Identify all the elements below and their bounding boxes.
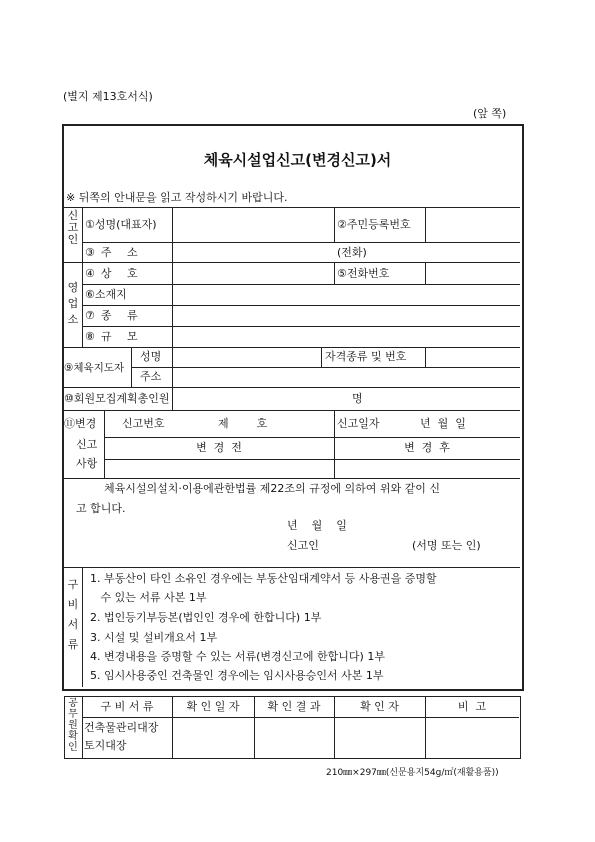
grid-line	[425, 262, 426, 284]
report-number-value: 제 호	[218, 417, 268, 430]
documents-label	[66, 575, 80, 655]
form-frame	[62, 124, 524, 691]
date-line: 년 월 일	[287, 519, 347, 532]
members-plan-label: ⑩회원모집계획총인원	[64, 392, 170, 405]
verification-header: 확 인 일 자	[186, 700, 240, 713]
report-date-label: 신고일자	[337, 417, 380, 430]
verification-header: 구 비 서 류	[100, 700, 154, 713]
change-label: ⑪변경	[64, 417, 97, 430]
declarant-label	[66, 210, 80, 246]
statement-line-2: 고 합니다.	[76, 502, 126, 515]
grid-line	[104, 459, 520, 460]
type-label: ⑦종 류	[85, 309, 144, 322]
document-item: 수 있는 서류 사본 1부	[90, 591, 207, 604]
page-side-label: (앞 쪽)	[473, 107, 507, 120]
grid-line	[131, 367, 520, 368]
grid-line	[82, 242, 520, 243]
grid-line	[104, 437, 520, 438]
verification-row-label: 토지대장	[84, 739, 127, 752]
grid-line	[172, 347, 173, 387]
grid-line	[334, 207, 335, 242]
grid-line	[425, 347, 426, 367]
grid-line	[334, 262, 335, 284]
grid-line	[82, 207, 83, 347]
phone-number-label: ⑤전화번호	[337, 267, 390, 280]
statement-line-1: 체육시설의설치·이용에관한법률 제22조의 규정에 의하여 위와 같이 신	[104, 482, 440, 495]
grid-line	[425, 207, 426, 242]
qualification-label: 자격종류 및 번호	[325, 350, 407, 363]
grid-line	[64, 262, 520, 263]
grid-line	[64, 347, 520, 348]
report-number-label: 신고번호	[122, 417, 165, 430]
instructor-name-label: 성명	[140, 350, 162, 363]
grid-line	[172, 387, 173, 410]
signer-label: 신고인	[287, 539, 319, 552]
grid-line	[82, 567, 83, 687]
grid-line	[321, 347, 322, 367]
before-change-label: 변 경 전	[196, 441, 242, 454]
grid-line	[82, 284, 520, 285]
document-item: 2. 법인등기부등본(법인인 경우에 한합니다) 1부	[90, 611, 322, 624]
business-label-text: 영업소	[67, 281, 79, 326]
grid-line	[64, 567, 520, 568]
verification-side-label	[66, 698, 80, 753]
grid-line	[64, 207, 520, 208]
grid-line	[131, 347, 132, 387]
change-label-2: 신고	[76, 438, 98, 451]
verification-header: 비 고	[457, 700, 487, 713]
report-date-value: 년 월 일	[420, 417, 466, 430]
trade-name-label: ④상 호	[85, 267, 144, 280]
verification-side-label-text: 공무원확인	[68, 698, 78, 753]
document-item: 3. 시설 및 설비개요서 1부	[90, 631, 218, 644]
declarant-label-text: 신고인	[67, 209, 79, 246]
attachment-number: (별지 제13호서식)	[63, 90, 153, 103]
signature-label: (서명 또는 인)	[412, 539, 481, 552]
paper-spec: 210㎜×297㎜(신문용지54g/㎡(재활용품))	[326, 768, 499, 778]
document-item: 4. 변경내용을 증명할 수 있는 서류(변경신고에 한합니다) 1부	[90, 650, 385, 663]
scale-label: ⑧규 모	[85, 330, 144, 343]
notice-text: ※ 뒤쪽의 안내문을 읽고 작성하시기 바랍니다.	[66, 191, 288, 204]
verification-header: 확 인 자	[360, 700, 399, 713]
address-label: ③주 소	[85, 246, 144, 259]
grid-line	[334, 410, 335, 437]
grid-line	[82, 305, 520, 306]
change-label-3: 사항	[76, 457, 98, 470]
name-label: ①성명(대표자)	[85, 218, 157, 231]
documents-label-text: 구비서류	[67, 578, 79, 651]
document-item: 1. 부동산이 타인 소유인 경우에는 부동산임대계약서 등 사용권을 증명할	[90, 572, 437, 585]
grid-line	[82, 717, 519, 718]
grid-line	[172, 207, 173, 347]
form-title: 체육시설업신고(변경신고)서	[203, 151, 392, 169]
grid-line	[64, 387, 520, 388]
verification-row-label: 건축물관리대장	[84, 721, 159, 734]
grid-line	[64, 478, 520, 479]
grid-line	[64, 410, 520, 411]
grid-line	[82, 326, 520, 327]
instructor-label: ⑨체육지도자	[64, 362, 125, 374]
phone-paren-label: (전화)	[337, 246, 367, 259]
after-change-label: 변 경 후	[404, 441, 450, 454]
business-label	[66, 280, 80, 328]
members-unit: 명	[352, 392, 363, 405]
resident-number-label: ②주민등록번호	[337, 218, 411, 231]
verification-header: 확 인 결 과	[267, 700, 321, 713]
document-item: 5. 임시사용중인 건축물인 경우에는 임시사용승인서 사본 1부	[90, 669, 384, 682]
location-label: ⑥소재지	[85, 288, 127, 301]
instructor-address-label: 주소	[140, 370, 162, 383]
